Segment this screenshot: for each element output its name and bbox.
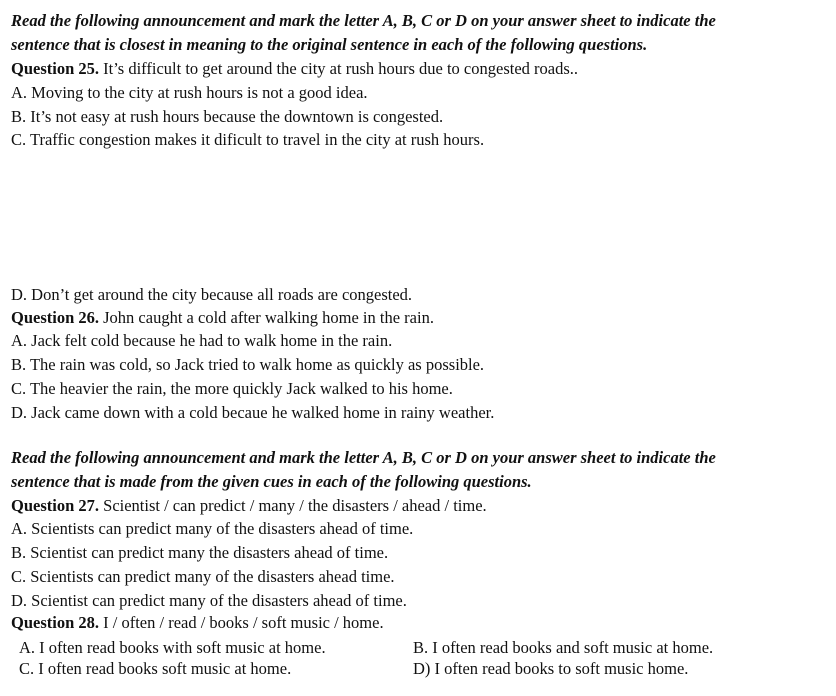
instruction-line: sentence that is closest in meaning to the original sentence in each of the following questions. [11,35,648,54]
option-d: D. Scientist can predict many of the disasters ahead of time. [11,591,407,610]
option-a: A. Moving to the city at rush hours is not a good idea. [11,83,368,102]
option-a: A. Jack felt cold because he had to walk home in the rain. [11,331,393,350]
option-c: C. I often read books soft music at home. [19,659,292,678]
question-stem [11,611,384,635]
option-c: C. Scientists can predict many of the disasters ahead time. [11,567,395,586]
option-b: B. Scientist can predict many the disasters ahead of time. [11,543,389,562]
question-text: Scientist / can predict / many / the disasters / ahead / time. [99,496,487,515]
option-c: C. The heavier the rain, the more quickly Jack walked to his home. [11,379,453,398]
question-label: Question 28. [11,613,100,632]
question-stem [11,306,434,330]
question-label: Question 26. [11,308,100,327]
question-label: Question 25. [11,59,100,78]
option-d: D. Jack came down with a cold becaue he walked home in rainy weather. [11,403,495,422]
question-text: It’s difficult to get around the city at rush hours due to congested roads.. [99,59,579,78]
question-text: John caught a cold after walking home in the rain. [99,308,434,327]
instruction-line: Read the following announcement and mark the letter A, B, C or D on your answer sheet to indicate the [11,11,716,30]
option-d: D. Don’t get around the city because all roads are congested. [11,285,413,304]
option-b: B. It’s not easy at rush hours because the downtown is congested. [11,107,444,126]
question-stem [11,57,578,81]
option-d: D) I often read books to soft music home. [413,659,689,678]
question-stem [11,494,487,518]
instruction-line: Read the following announcement and mark the letter A, B, C or D on your answer sheet to indicate the [11,448,716,467]
option-c: C. Traffic congestion makes it dificult to travel in the city at rush hours. [11,130,485,149]
option-b: B. I often read books and soft music at home. [413,638,714,657]
question-text: I / often / read / books / soft music / home. [99,613,384,632]
option-a: A. I often read books with soft music at home. [19,638,326,657]
instruction-line: sentence that is made from the given cues in each of the following questions. [11,472,532,491]
option-a: A. Scientists can predict many of the disasters ahead of time. [11,519,414,538]
question-label: Question 27. [11,496,100,515]
option-b: B. The rain was cold, so Jack tried to walk home as quickly as possible. [11,355,485,374]
